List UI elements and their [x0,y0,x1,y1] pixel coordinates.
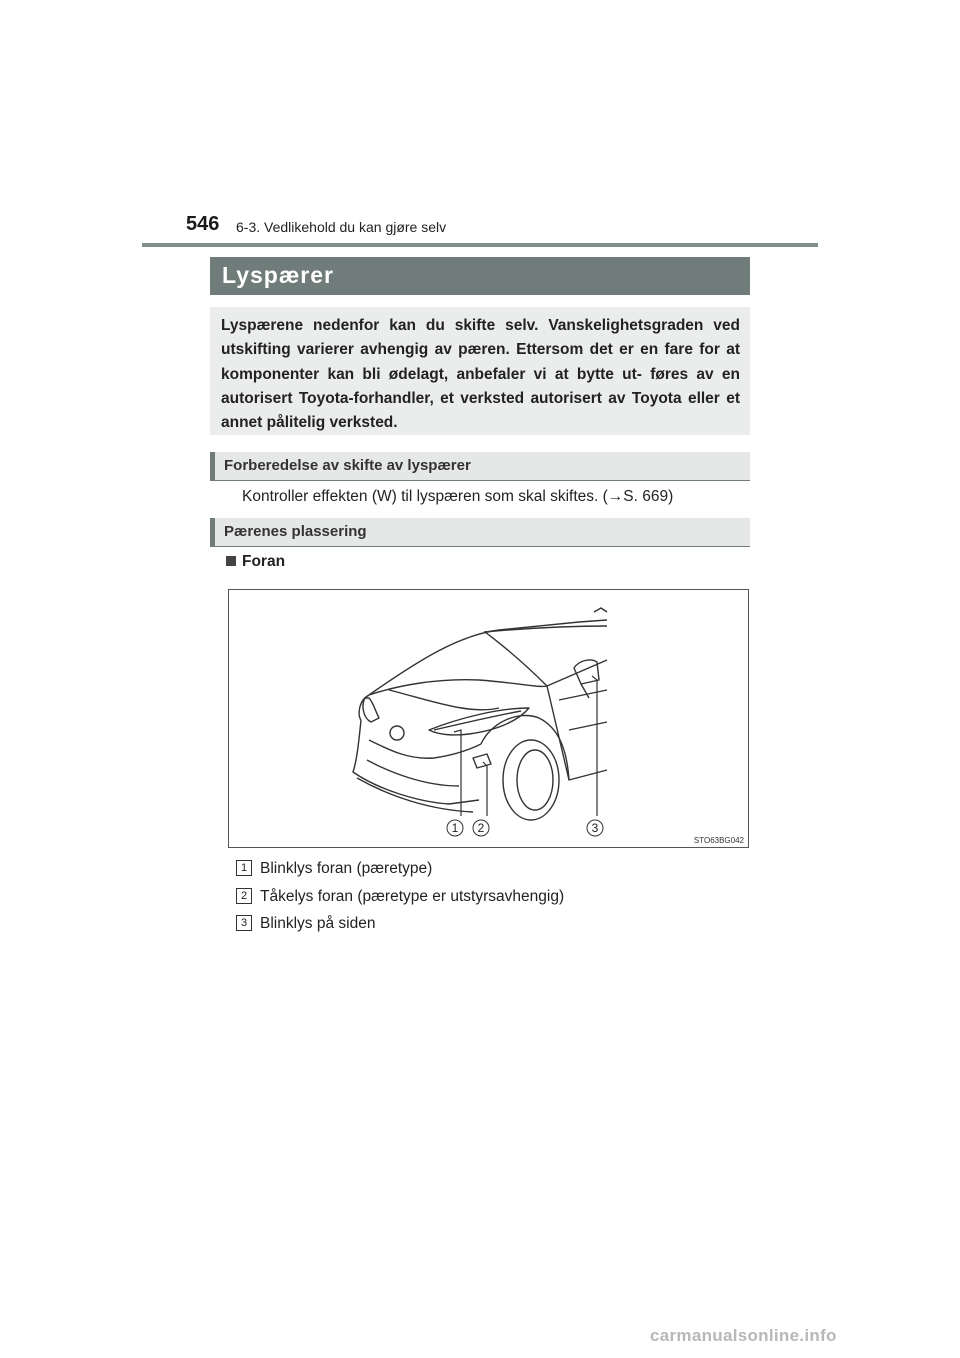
front-wheel [503,740,559,820]
toyota-emblem [390,726,404,740]
callout-2-leader [483,762,487,816]
watermark: carmanualsonline.info [650,1326,837,1345]
callout-3-leader [592,676,597,816]
number-badge: 1 [236,860,252,876]
intro-box [210,307,750,435]
front-heading [226,553,285,571]
legend-item [236,888,564,906]
legend-text: Tåkelys foran (pæretype er utstyrsavhengig) [260,888,565,905]
page-title: Lyspærer [222,262,334,288]
title-bar [210,257,750,295]
callout-2-label: 2 [477,821,485,835]
car-front-illustration [228,589,749,848]
prep-subheading-label: Forberedelse av skifte av lyspærer [224,457,471,474]
prep-subheading [210,452,750,481]
legend-text: Blinklys foran (pæretype) [260,860,433,877]
location-subheading-label: Pærenes plassering [224,523,367,540]
fog-light [473,754,491,768]
number-badge: 3 [236,915,252,931]
windshield-a-pillar [485,632,547,686]
headlight-left [363,698,379,722]
car-drawing [229,590,748,847]
legend-item [236,860,432,878]
legend-text: Blinklys på siden [260,915,376,932]
legend-item [236,915,375,933]
intro-text: Lyspærene nedenfor kan du skifte selv. Vanskelighetsgraden ved utskifting varierer avhengig av pæren. Ettersom det er en fare for at komponenter kan bli ødelagt, anbefaler vi at bytte ut- føres av en autorisert Toyota-forhandler, et verksted autorisert av Toyota eller et annet pålitelig verksted. [221,317,740,432]
figure-code: STO63BG042 [693,836,744,845]
header-divider [142,243,818,247]
location-subheading [210,518,750,547]
front-heading-label: Foran [242,553,286,570]
section-reference: 6-3. Vedlikehold du kan gjøre selv [236,219,447,235]
page-number: 546 [186,213,220,235]
prep-text: Kontroller effekten (W) til lyspæren som skal skiftes. (→S. 669) [242,488,674,505]
square-bullet-icon [226,556,236,566]
hood-line [369,680,547,695]
number-badge: 2 [236,888,252,904]
callout-1-label: 1 [451,821,459,835]
callout-3-label: 3 [591,821,599,835]
